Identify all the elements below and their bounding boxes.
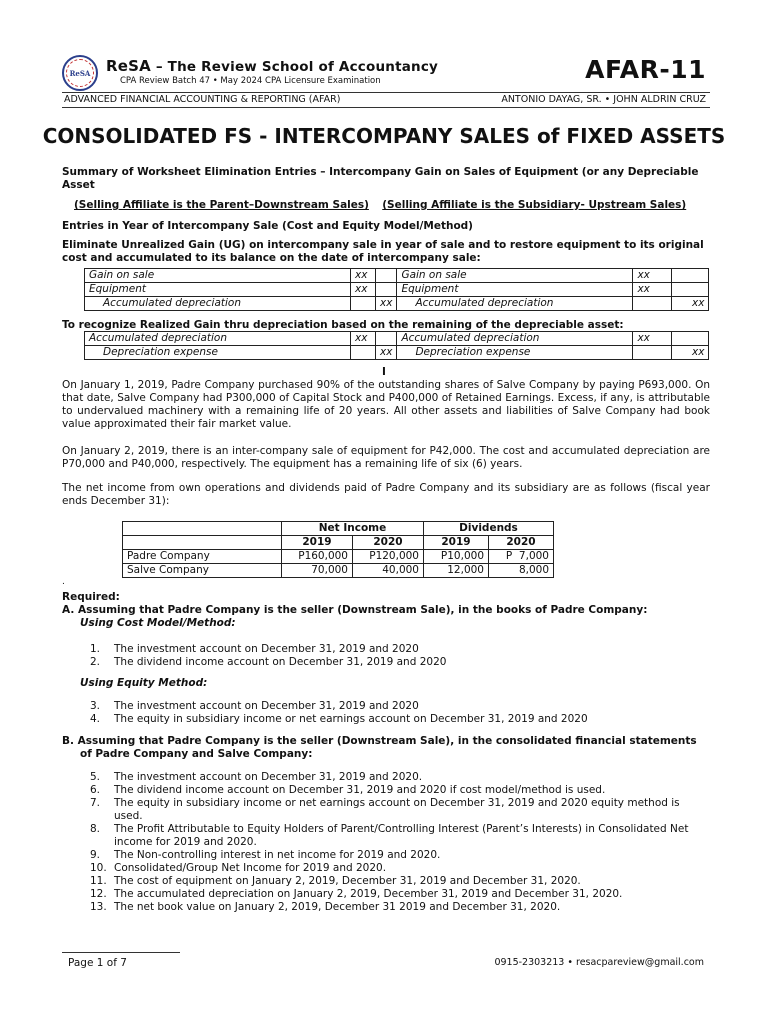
summary-heading: Summary of Worksheet Elimination Entries – Intercompany Gain on Sales of Equipment (or any Depreciable Asset <box>62 166 699 191</box>
list-item-number: 4. <box>90 713 101 725</box>
entry-credit: xx <box>672 297 709 311</box>
entry-account: Accumulated depreciation <box>85 297 351 311</box>
paragraph-net-income: The net income from own operations and dividends paid of Padre Company and its subsidiary are as follows (fiscal year ends December 31): <box>62 482 710 507</box>
list-item-number: 11. <box>90 875 107 887</box>
list-item <box>90 823 710 849</box>
year-header: 2019 <box>282 536 353 550</box>
entry-debit <box>633 346 672 360</box>
list-item-text: The investment account on December 31, 2019 and 2020 <box>114 700 419 712</box>
entry-debit: xx <box>351 283 376 297</box>
document-header <box>62 55 712 95</box>
entry-debit: xx <box>633 269 672 283</box>
list-item <box>90 901 710 914</box>
eliminate-heading: Eliminate Unrealized Gain (UG) on intercompany sale in year of sale and to restore equipment to its original cost and accumulated to its balance on the date of intercompany sale: <box>62 239 704 264</box>
list-item-number: 13. <box>90 901 107 913</box>
entries-heading: Entries in Year of Intercompany Sale (Cost and Equity Model/Method) <box>62 220 473 232</box>
entry-row <box>85 269 709 283</box>
realized-heading: To recognize Realized Gain thru depreciation based on the remaining of the depreciable asset: <box>62 319 624 331</box>
upstream-label: (Selling Affiliate is the Subsidiary- Upstream Sales) <box>382 199 687 211</box>
entry-debit: xx <box>351 332 376 346</box>
downstream-label: (Selling Affiliate is the Parent–Downstream Sales) <box>74 199 369 211</box>
entry-row <box>85 332 709 346</box>
year-header: 2020 <box>489 536 554 550</box>
company-name: Padre Company <box>123 550 282 564</box>
entry-account: Accumulated depreciation <box>85 332 351 346</box>
list-item-text: The Profit Attributable to Equity Holders of Parent/Controlling Interest (Parent’s Interests) in Consolidated Net income for 2019 and 2020. <box>114 823 689 848</box>
list-item-text: The investment account on December 31, 2019 and 2020 <box>114 643 419 655</box>
table-cell-value: P 7,000 <box>489 550 554 564</box>
list-item <box>90 771 710 784</box>
entry-credit: xx <box>376 297 397 311</box>
list-item-text: The investment account on December 31, 2019 and 2020. <box>114 771 423 783</box>
equity-method-list <box>90 700 710 726</box>
list-item-number: 10. <box>90 862 107 874</box>
elimination-table <box>84 268 709 311</box>
realized-table <box>84 331 709 360</box>
entry-account: Gain on sale <box>397 269 633 283</box>
net-income-table <box>122 521 554 578</box>
paragraph-acquisition: On January 1, 2019, Padre Company purchased 90% of the outstanding shares of Salve Company by paying P693,000. On that date, Salve Company had P300,000 of Capital Stock and P400,000 of Retained Earnings. Excess, if any, is attributable to undervalued machinery with a remaining life of 20 years. All other assets and liabilities of Salve Company had book value approximated their fair market value. <box>62 379 710 430</box>
table-header-row <box>123 522 554 536</box>
resa-logo <box>62 55 98 91</box>
required-heading: Required: <box>62 591 120 603</box>
paragraph-intercompany-sale: On January 2, 2019, there is an inter-company sale of equipment for P42,000. The cost and accumulated depreciation are P70,000 and P40,000, respectively. The equipment has a remaining life of six (6) years. <box>62 445 710 470</box>
entry-credit <box>376 269 397 283</box>
entry-account: Gain on sale <box>85 269 351 283</box>
list-item-number: 8. <box>90 823 101 835</box>
entry-debit <box>351 297 376 311</box>
list-item <box>90 784 710 797</box>
table-corner-cell <box>123 522 282 536</box>
affiliate-labels <box>74 199 714 212</box>
company-name: Salve Company <box>123 564 282 578</box>
list-item <box>90 700 710 713</box>
module-code: AFAR-11 <box>585 55 706 84</box>
entry-credit <box>376 332 397 346</box>
table-cell-value: 40,000 <box>353 564 424 578</box>
part-b-list <box>90 771 710 914</box>
entry-account: Accumulated depreciation <box>397 297 633 311</box>
page-number: Page 1 of 7 <box>68 957 127 969</box>
entry-debit: xx <box>351 269 376 283</box>
subject-name: ADVANCED FINANCIAL ACCOUNTING & REPORTING (AFAR) <box>64 94 341 105</box>
table-cell-value: 12,000 <box>424 564 489 578</box>
entry-account: Accumulated depreciation <box>397 332 633 346</box>
entry-debit: xx <box>633 332 672 346</box>
list-item <box>90 875 710 888</box>
list-item-number: 1. <box>90 643 101 655</box>
table-row <box>123 550 554 564</box>
list-item <box>90 849 710 862</box>
part-b-heading-continued: of Padre Company and Salve Company: <box>80 748 313 760</box>
entry-account: Depreciation expense <box>85 346 351 360</box>
contact-info: 0915-2303213 • resacpareview@gmail.com <box>494 957 704 968</box>
list-item-number: 6. <box>90 784 101 796</box>
table-cell-value: P120,000 <box>353 550 424 564</box>
list-item <box>90 656 710 669</box>
table-cell-value: 70,000 <box>282 564 353 578</box>
table-corner-cell <box>123 536 282 550</box>
dividends-group-header: Dividends <box>424 522 554 536</box>
entry-credit <box>672 283 709 297</box>
list-item-number: 9. <box>90 849 101 861</box>
list-item-text: The accumulated depreciation on January 2, 2019, December 31, 2019 and December 31, 2020. <box>114 888 623 900</box>
school-name-resa: ReSA <box>106 57 151 75</box>
entry-account: Depreciation expense <box>397 346 633 360</box>
subject-bar <box>62 92 710 108</box>
entry-credit <box>672 269 709 283</box>
entry-credit <box>672 332 709 346</box>
list-item <box>90 797 710 823</box>
school-name-rest: – The Review School of Accountancy <box>150 59 439 75</box>
footer-rule <box>62 952 180 953</box>
school-name <box>106 57 438 75</box>
net-income-group-header: Net Income <box>282 522 424 536</box>
part-b-heading: B. Assuming that Padre Company is the seller (Downstream Sale), in the consolidated financial statements <box>62 735 697 747</box>
cost-method-label: Using Cost Model/Method: <box>80 617 236 629</box>
list-item-text: The equity in subsidiary income or net earnings account on December 31, 2019 and 2020 equity method is used. <box>114 797 680 822</box>
year-header: 2019 <box>424 536 489 550</box>
list-item-number: 2. <box>90 656 101 668</box>
entry-debit <box>351 346 376 360</box>
part-a-heading: A. Assuming that Padre Company is the seller (Downstream Sale), in the books of Padre Company: <box>62 604 648 616</box>
list-item-text: The dividend income account on December 31, 2019 and 2020 <box>114 656 447 668</box>
entry-debit: xx <box>633 283 672 297</box>
list-item-text: The cost of equipment on January 2, 2019, December 31, 2019 and December 31, 2020. <box>114 875 581 887</box>
stray-dot: . <box>62 577 65 587</box>
list-item-number: 7. <box>90 797 101 809</box>
entry-debit <box>633 297 672 311</box>
entry-credit: xx <box>672 346 709 360</box>
batch-info: CPA Review Batch 47 • May 2024 CPA Licensure Examination <box>120 76 381 86</box>
list-item <box>90 643 710 656</box>
page-title: CONSOLIDATED FS - INTERCOMPANY SALES of FIXED ASSETS <box>42 124 726 148</box>
table-cell-value: 8,000 <box>489 564 554 578</box>
entry-account: Equipment <box>397 283 633 297</box>
entry-row <box>85 346 709 360</box>
list-item <box>90 713 710 726</box>
list-item-number: 3. <box>90 700 101 712</box>
entry-row <box>85 297 709 311</box>
list-item-text: Consolidated/Group Net Income for 2019 and 2020. <box>114 862 387 874</box>
logo-seal: ReSA <box>66 59 94 87</box>
section-marker: I <box>382 366 386 378</box>
entry-account: Equipment <box>85 283 351 297</box>
list-item-number: 12. <box>90 888 107 900</box>
entry-row <box>85 283 709 297</box>
entry-credit <box>376 283 397 297</box>
list-item <box>90 888 710 901</box>
list-item <box>90 862 710 875</box>
table-cell-value: P160,000 <box>282 550 353 564</box>
year-header: 2020 <box>353 536 424 550</box>
author-names: ANTONIO DAYAG, SR. • JOHN ALDRIN CRUZ <box>501 94 706 105</box>
list-item-text: The net book value on January 2, 2019, December 31 2019 and December 31, 2020. <box>114 901 561 913</box>
list-item-number: 5. <box>90 771 101 783</box>
list-item-text: The equity in subsidiary income or net earnings account on December 31, 2019 and 2020 <box>114 713 588 725</box>
table-cell-value: P10,000 <box>424 550 489 564</box>
table-year-row <box>123 536 554 550</box>
entry-credit: xx <box>376 346 397 360</box>
equity-method-label: Using Equity Method: <box>80 677 208 689</box>
list-item-text: The dividend income account on December 31, 2019 and 2020 if cost model/method is used. <box>114 784 606 796</box>
cost-method-list <box>90 643 710 669</box>
list-item-text: The Non-controlling interest in net income for 2019 and 2020. <box>114 849 441 861</box>
